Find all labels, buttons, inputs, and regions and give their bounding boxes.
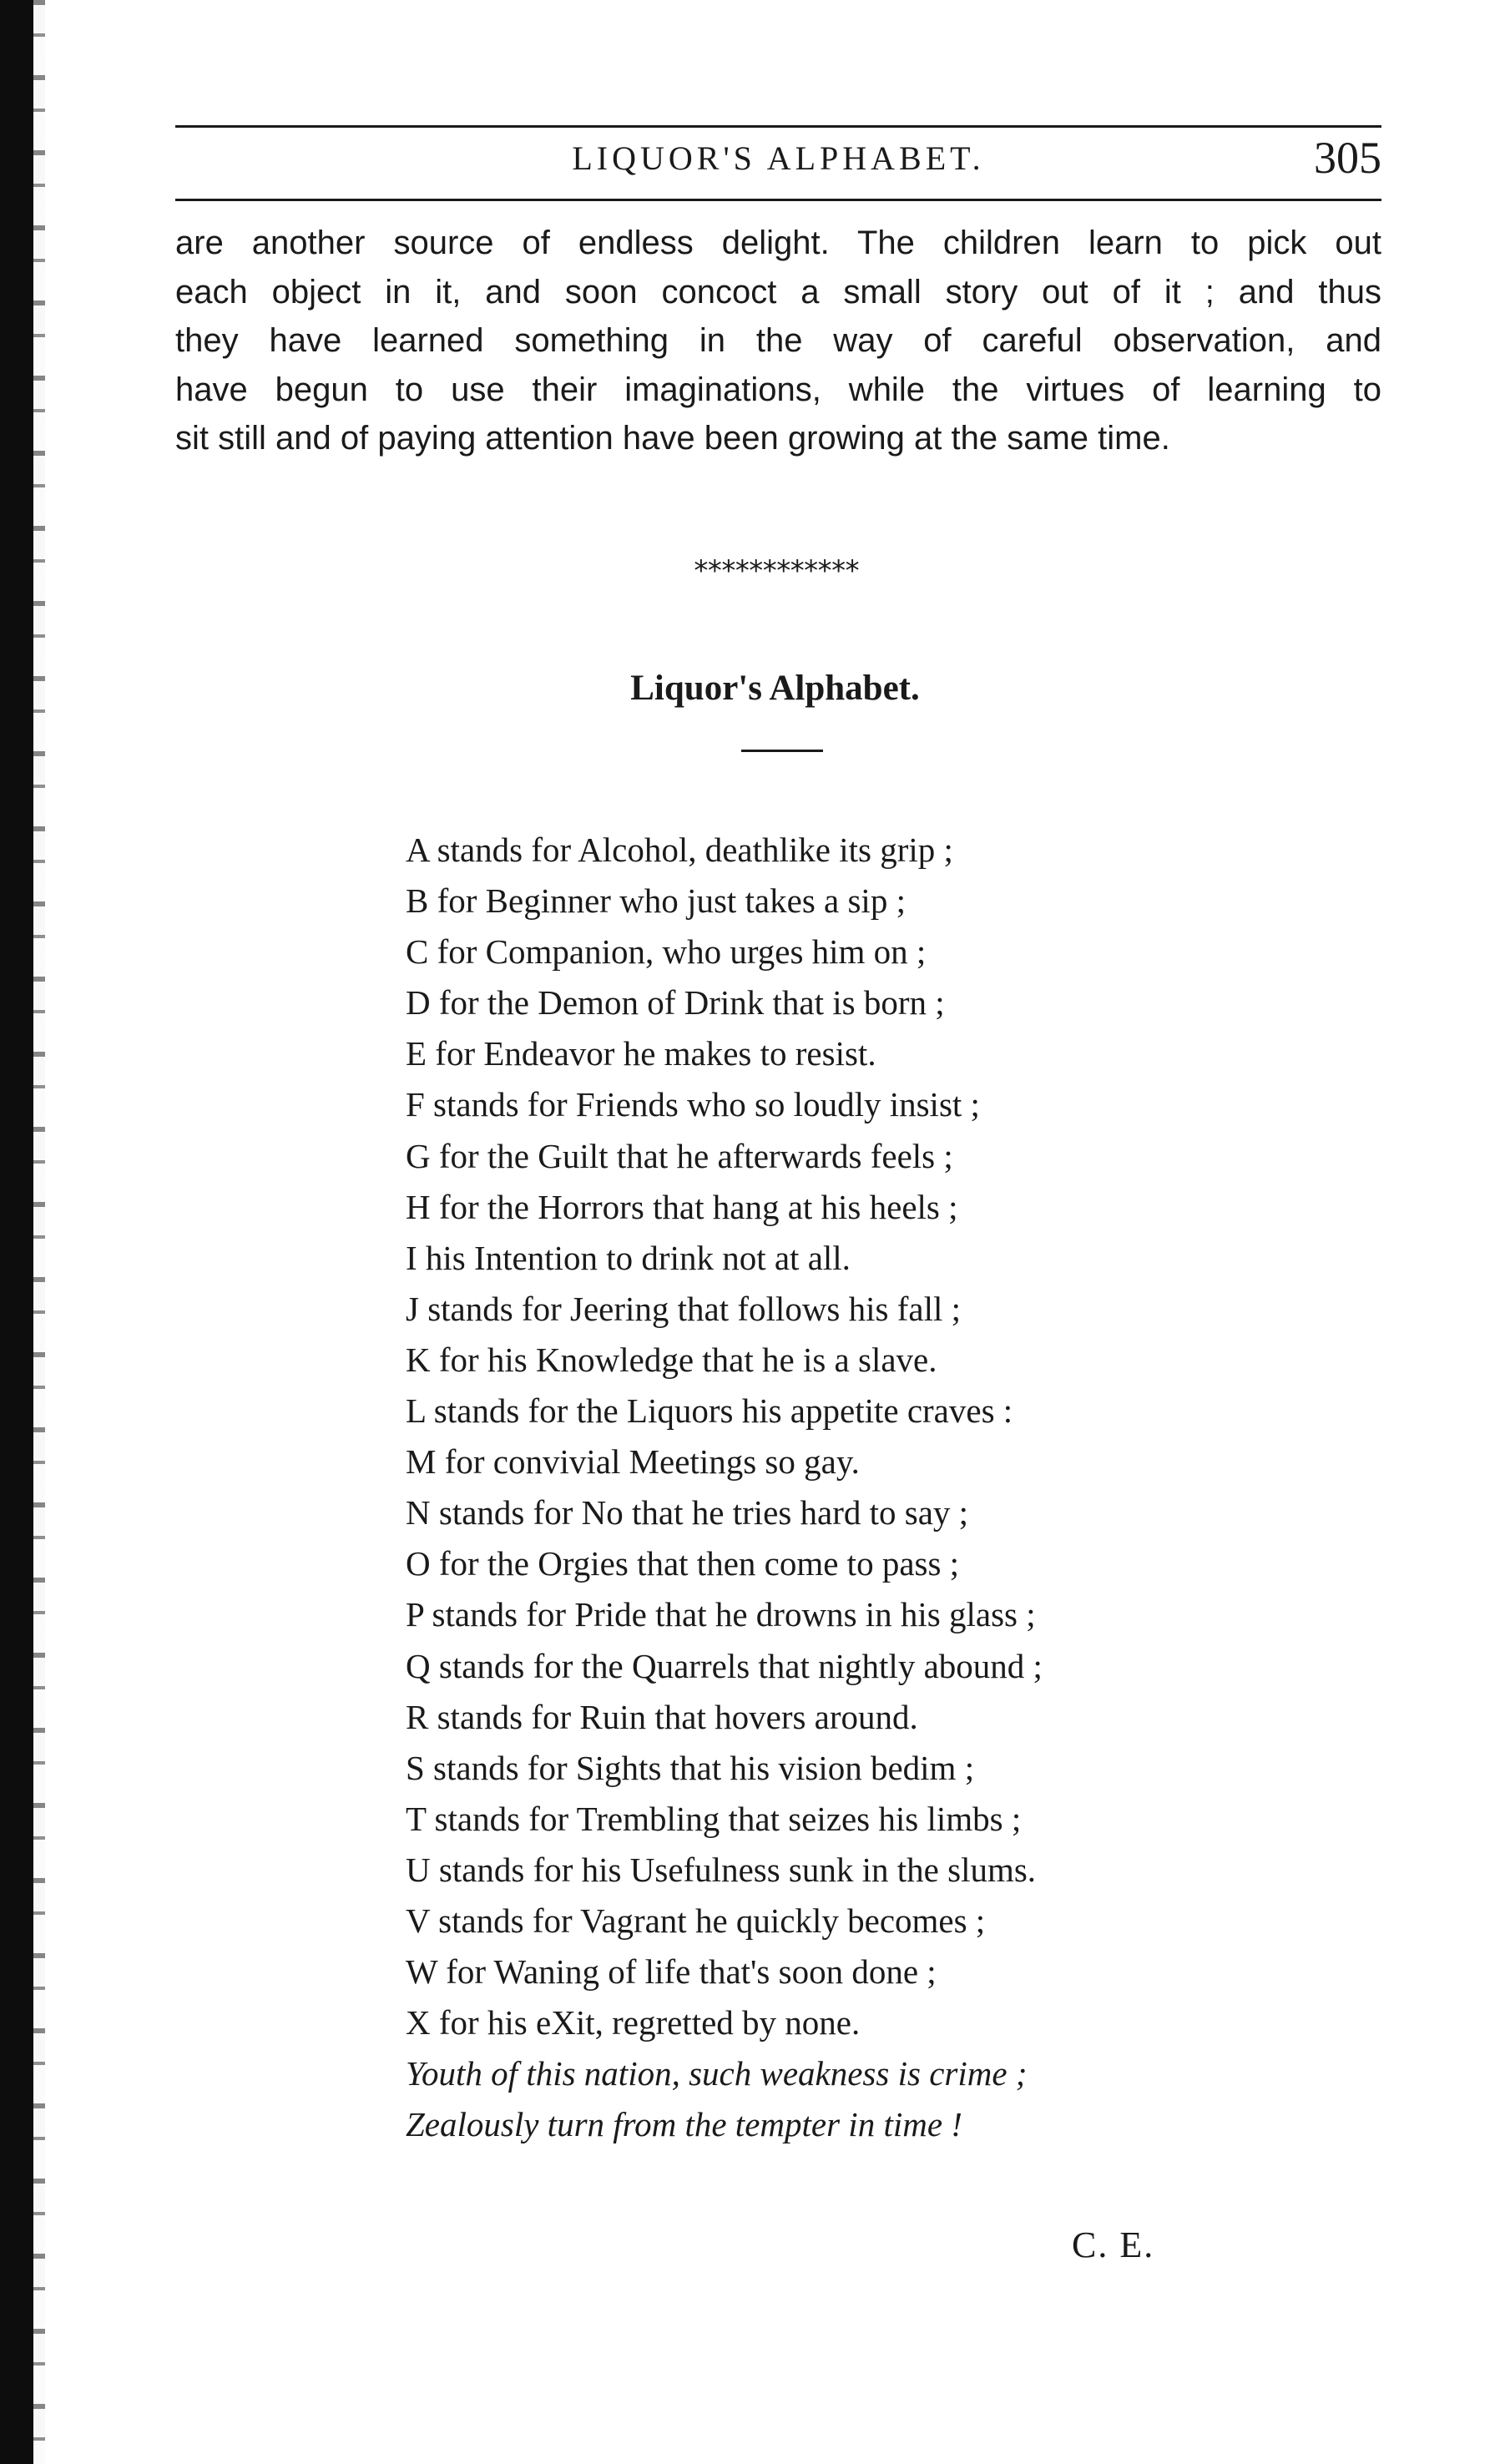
poem-line: J stands for Jeering that follows his fall ; (406, 1289, 962, 1328)
poem-line: V stands for Vagrant he quickly becomes ; (406, 1901, 986, 1940)
poem-line: F stands for Friends who so loudly insist ; (406, 1085, 980, 1124)
poem-line: C for Companion, who urges him on ; (406, 932, 927, 972)
poem-line: U stands for his Usefulness sunk in the slums. (406, 1850, 1037, 1889)
poem-line: A stands for Alcohol, deathlike its grip ; (406, 831, 953, 869)
poem-title: Liquor's Alphabet. (630, 669, 920, 708)
poem-line: H for the Horrors that hang at his heels ; (406, 1187, 958, 1226)
prose-line: are another source of endless delight. The children learn to pick out (175, 225, 1381, 261)
header-rule-top (175, 125, 1381, 128)
poem-line: L stands for the Liquors his appetite craves : (406, 1391, 1013, 1431)
poem-line: I his Intention to drink not at all. (406, 1238, 851, 1277)
poem-line-italic: Zealously turn from the tempter in time ! (406, 2105, 962, 2144)
page-number: 305 (1314, 133, 1381, 183)
poem-stanza (406, 825, 1341, 2150)
poem-line: M for convivial Meetings so gay. (406, 1442, 860, 1482)
poem-line: W for Waning of life that's soon done ; (406, 1952, 937, 1992)
poem-line: S stands for Sights that his vision bedim ; (406, 1748, 975, 1787)
poem-line: Q stands for the Quarrels that nightly abound ; (406, 1646, 1043, 1685)
poem-line: E for Endeavor he makes to resist. (406, 1034, 876, 1073)
section-separator: ************ (692, 554, 858, 588)
prose-line: sit still and of paying attention have been growing at the same time. (175, 420, 1170, 457)
poem-line: T stands for Trembling that seizes his limbs ; (406, 1799, 1022, 1838)
poem-line: B for Beginner who just takes a sip ; (406, 881, 906, 921)
poem-line: G for the Guilt that he afterwards feels ; (406, 1136, 953, 1175)
prose-line: they have learned something in the way of careful observation, and (175, 322, 1381, 359)
author-initials: C. E. (1072, 2224, 1155, 2265)
prose-paragraph (175, 219, 1381, 463)
running-head (175, 132, 1381, 194)
poem-line-italic: Youth of this nation, such weakness is crime ; (406, 2054, 1028, 2093)
prose-line: each object in it, and soon concoct a small story out of it ; and thus (175, 273, 1381, 311)
poem-line: O for the Orgies that then come to pass ; (406, 1544, 960, 1583)
poem-line: P stands for Pride that he drowns in his glass ; (406, 1595, 1036, 1634)
poem-line: D for the Demon of Drink that is born ; (406, 983, 945, 1022)
poem-line: X for his eXit, regretted by none. (406, 2003, 861, 2042)
poem-line: R stands for Ruin that hovers around. (406, 1697, 918, 1736)
poem-line: K for his Knowledge that he is a slave. (406, 1340, 937, 1379)
page-binding-edge (33, 0, 45, 2464)
prose-line: have begun to use their imaginations, while the virtues of learning to (175, 371, 1381, 408)
book-spine-shadow (0, 0, 33, 2464)
running-title: LIQUOR'S ALPHABET. (572, 139, 985, 177)
poem-line: N stands for No that he tries hard to say ; (406, 1493, 969, 1532)
title-rule (741, 750, 823, 752)
header-rule-bottom (175, 199, 1381, 201)
